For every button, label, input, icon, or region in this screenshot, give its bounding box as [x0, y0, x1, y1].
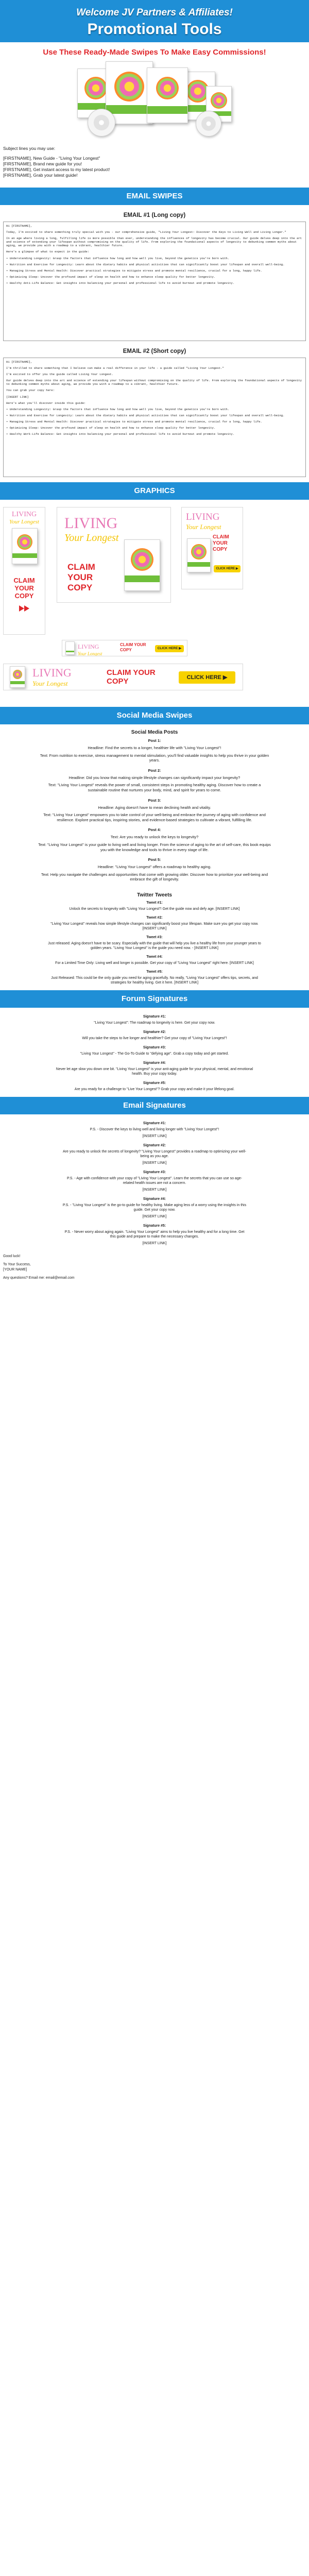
- social-post: [0, 738, 309, 763]
- signature-label: Signature #5:: [143, 1224, 166, 1228]
- banner-title-living: LIVING: [78, 643, 99, 650]
- signature-link-placeholder: [INSERT LINK]: [142, 1134, 167, 1138]
- banner-claim-text: CLAIM YOUR COPY: [213, 534, 229, 552]
- email1-textarea[interactable]: [3, 222, 306, 341]
- footer: [0, 1251, 309, 1287]
- social-post: [0, 857, 309, 882]
- arrow-right-icon: [19, 605, 24, 612]
- signature-text: P.S. - Never worry about aging again. "Living Your Longest" aims to help you live healthy and for a long time. Get this guide and prepare to make the necessary changes.: [64, 1230, 245, 1239]
- post-label: Post 2:: [148, 768, 161, 773]
- signature-label: Signature #4:: [143, 1197, 166, 1201]
- page-title: Promotional Tools: [87, 21, 222, 38]
- post-text: Text: "Living Your Longest" is your guide to living well and living longer. From the science of aging to the art of self-care, this book equips you with the knowledge and tools to thrive in every stage of life.: [38, 842, 271, 852]
- email-paragraph: Here's what you'll discover inside this guide:: [6, 401, 86, 405]
- page: [0, 0, 309, 1287]
- forum-signature: [0, 1046, 309, 1056]
- footer-sign-off: To Your Success,: [3, 1262, 31, 1266]
- social-post: [0, 798, 309, 823]
- email-paragraph: • Optimizing Sleep: Uncover the profound impact of sleep on health and how to enhance sleep quality for better longevity.: [6, 426, 216, 430]
- banner-square[interactable]: [181, 507, 243, 589]
- post-headline: Headline: Aging doesn't have to mean declining health and vitality.: [98, 805, 211, 810]
- post-label: Post 4:: [148, 827, 161, 833]
- banner-claim-text: CLAIM YOUR COPY: [13, 577, 35, 600]
- tweet-label: Tweet #4:: [146, 955, 163, 959]
- email1-heading: EMAIL #1 (Long copy): [123, 212, 186, 218]
- post-headline: Headline: Did you know that making simple lifestyle changes can significantly impact your longevity?: [68, 775, 241, 780]
- graphics-banners: [0, 500, 309, 702]
- tweet-label: Tweet #2:: [146, 916, 163, 920]
- social-post: [0, 827, 309, 852]
- email-paragraph: I'm thrilled to share something that I believe can make a real difference in your life - a guide called "Living Your Longest.": [6, 366, 224, 370]
- email-signature: [0, 1224, 309, 1246]
- section-bar-forum: Forum Signatures: [0, 990, 309, 1008]
- signature-text: P.S. - Age with confidence with your copy of "Living Your Longest". Learn the secrets that you can use so age-related health issues are not a concern.: [67, 1176, 242, 1185]
- banner-product-image: [124, 539, 160, 591]
- signature-label: Signature #5:: [143, 1081, 166, 1085]
- banner-title-living: LIVING: [11, 511, 37, 518]
- product-book: [147, 67, 188, 123]
- signature-text: "Living Your Longest": The roadmap to longevity is here. Get your copy now.: [94, 1021, 215, 1025]
- signature-text: Never let age slow you down one bit. "Living Your Longest" is your anti-aging guide for your physical, mental, and emotional health. Buy your copy today.: [56, 1067, 253, 1076]
- footer-name: [YOUR NAME]: [3, 1267, 27, 1272]
- post-text: Text: "Living Your Longest" empowers you to take control of your well-being and embrace the journey of aging with confidence and resilience. Explore practical tips, inspiring stories, and evidence-based strategies to cultivate a vibrant, fulfilling life.: [43, 812, 266, 822]
- forum-signature: [0, 1061, 309, 1076]
- footer-good-luck: Good luck!: [3, 1254, 21, 1258]
- banner-leaderboard-small[interactable]: [62, 640, 187, 656]
- tweet-text: Just Released: This could be the only guide you need for aging gracefully. No really, "Living Your Longest" offers tips, secrets, and strategies for healthy living. Get it here. [INSERT LINK]: [51, 976, 258, 985]
- signature-link-placeholder: [INSERT LINK]: [142, 1241, 167, 1245]
- post-text: Text: From nutrition to exercise, stress management to mental stimulation, you'll find valuable insights to help you thrive in your golden years.: [40, 753, 269, 763]
- section-bar-email-swipes: EMAIL SWIPES: [0, 188, 309, 205]
- tweet-text: Unlock the secrets to longevity with "Living Your Longest"! Get the guide now and defy age. [INSERT LINK]: [69, 907, 240, 911]
- forum-signature: [0, 1030, 309, 1041]
- email-paragraph: Hi [FIRSTNAME],: [6, 224, 32, 228]
- banner-product-image: [187, 538, 211, 572]
- banner-product-image: [12, 528, 38, 564]
- post-headline: Headline: "Living Your Longest" offers a roadmap to healthy aging.: [97, 865, 212, 870]
- signature-link-placeholder: [INSERT LINK]: [142, 1161, 167, 1165]
- banner-claim-text: CLAIM YOUR COPY: [107, 668, 156, 686]
- section-bar-graphics: GRAPHICS: [0, 482, 309, 500]
- social-posts-title: Social Media Posts: [131, 730, 178, 735]
- banner-rectangle-large[interactable]: [57, 507, 171, 603]
- section-bar-social: Social Media Swipes: [0, 707, 309, 724]
- welcome-heading: Welcome JV Partners & Affiliates!: [76, 7, 233, 18]
- subject-line: [FIRSTNAME], New Guide - "Living Your Longest": [3, 156, 100, 161]
- banner-title-longest: Your Longest: [186, 523, 221, 531]
- signature-label: Signature #2:: [143, 1030, 166, 1034]
- tweet-label: Tweet #3:: [146, 935, 163, 939]
- banner-title-longest: Your Longest: [9, 519, 39, 525]
- banner-title-living: LIVING: [186, 512, 220, 522]
- click-here-button[interactable]: CLICK HERE ▶: [155, 645, 184, 652]
- email-paragraph: • Managing Stress and Mental Health: Discover practical strategies to mitigate stress and promote mental resilience, crucial for a long, happy life.: [6, 268, 262, 273]
- email-paragraph: Today, I'm excited to share something truly special with you - our comprehensive guide, "Living Your Longest: Discover the Keys to Living Well and Living Longer.": [6, 230, 286, 234]
- email-paragraph: • Understanding Longevity: Grasp the factors that influence how long and how well you live, beyond the genetics you're born with.: [6, 407, 230, 411]
- email-signature: [0, 1197, 309, 1219]
- tweet: [0, 970, 309, 985]
- email-paragraph: In an age where living a long, fulfilling life is more possible than ever, understanding the influences of longevity has become crucial. Our guide delves deep into the art and science of extending your lifespan without compromising on the quality of life. From exploring the foundational aspects of longevity to debunking common myths about aging, we provide you with a roadmap to a vibrant, healthier future.: [6, 236, 302, 248]
- signature-text: P.S. - Discover the keys to living well and living longer with "Living Your Longest"!: [90, 1127, 219, 1131]
- banner-claim-text: CLAIM YOUR COPY: [67, 562, 95, 592]
- post-text: Text: "Living Your Longest" reveals the power of small, consistent steps in promoting healthy aging. Discover how to create a sustainable routine that nurtures your body, mind, and spirit for years to come.: [48, 783, 261, 792]
- email-paragraph: [INSERT LINK]: [6, 395, 29, 399]
- product-cd-right: [196, 111, 221, 137]
- tweet-label: Tweet #1:: [146, 901, 163, 905]
- email-paragraph: • Healthy Anti-Life Balance: Get insights into balancing your personal and professional life to avoid burnout and promote longevity.: [6, 281, 235, 285]
- signature-label: Signature #3:: [143, 1170, 166, 1174]
- banner-title-longest: Your Longest: [32, 680, 68, 687]
- signature-text: Will you take the steps to live longer and healthier? Get your copy of "Living Your Longest"!: [82, 1036, 227, 1040]
- signature-label: Signature #3:: [143, 1045, 166, 1049]
- signature-label: Signature #2:: [143, 1143, 166, 1147]
- tweet-text: Just released: Aging doesn't have to be scary. Especially with the guide that will help you live a healthy life from your younger years to golden years. "Living Your Longest" is the guide you need now. - [INSERT LINK]: [48, 941, 261, 950]
- banner-title-living: LIVING: [64, 515, 118, 532]
- click-here-button[interactable]: CLICK HERE ▶: [214, 565, 241, 572]
- subject-line: [FIRSTNAME], Grab your latest guide!: [3, 173, 78, 178]
- post-text: Text: Help you navigate the challenges and opportunities that come with growing older. Discover how to prioritize your well-being and embrace the gift of longevity.: [41, 872, 268, 882]
- post-label: Post 1:: [148, 738, 161, 743]
- arrow-right-icon: [24, 605, 29, 612]
- forum-signature: [0, 1015, 309, 1025]
- post-headline: Text: Are you ready to unlock the keys to longevity?: [110, 835, 199, 840]
- subheadline: Use These Ready-Made Swipes To Make Easy Commissions!: [43, 48, 266, 57]
- email-signature: [0, 1144, 309, 1165]
- banner-claim-text: CLAIM YOUR COPY: [120, 642, 146, 652]
- email-paragraph: You can grab your copy here:: [6, 388, 55, 393]
- email-signature: [0, 1122, 309, 1139]
- product-mockup-image: [0, 61, 309, 139]
- email2-textarea[interactable]: [3, 358, 306, 477]
- click-here-button[interactable]: CLICK HERE ▶: [179, 671, 235, 684]
- signature-label: Signature #4:: [143, 1061, 166, 1065]
- banner-title-living: LIVING: [32, 666, 72, 679]
- email-paragraph: Our guide delves deep into the art and science of extending your lifespan without compromising on the quality of life. From exploring the foundational aspects of longevity to debunking common myths about aging, we provide you with a roadmap to a vibrant, healthier future.: [6, 379, 302, 386]
- signature-text: P.S. - "Living Your Longest" is the go-to guide for healthy living. Make aging less of a worry using the insights in this guide. Get your copy now.: [62, 1203, 247, 1212]
- email-paragraph: • Managing Stress and Mental Health: Discover practical strategies to mitigate stress and promote mental resilience, crucial for a long, happy life.: [6, 419, 262, 423]
- email-paragraph: • Optimizing Sleep: Uncover the profound impact of sleep on health and how to enhance sleep quality for better longevity.: [6, 275, 216, 279]
- signature-text: "Living Your Longest" - The Go-To Guide to "defying age". Grab a copy today and get started.: [80, 1052, 229, 1056]
- email-paragraph: • Understanding Longevity: Grasp the factors that influence how long and how well you live, beyond the genetics you're born with.: [6, 256, 230, 260]
- tweet-text: "Living Your Longest" reveals how simple lifestyle changes can significantly boost your lifespan. Make sure you get your copy now. [INSERT LINK]: [50, 922, 259, 930]
- signature-link-placeholder: [INSERT LINK]: [142, 1188, 167, 1192]
- email-paragraph: I'm excited to offer you the guide called Living Your Longest.: [6, 372, 114, 377]
- footer-contact-email[interactable]: Any questions? Email me: email@email.com: [3, 1276, 75, 1280]
- banner-product-image: [10, 666, 25, 688]
- signature-label: Signature #1:: [143, 1121, 166, 1125]
- post-label: Post 5:: [148, 857, 161, 862]
- product-cd-left: [88, 109, 115, 137]
- email-paragraph: • Nutrition and Exercise for Longevity: Learn about the dietary habits and physical activities that can significantly boost your lifespan and overall well-being.: [6, 413, 285, 417]
- email-signature: [0, 1171, 309, 1192]
- tweet: [0, 955, 309, 965]
- post-headline: Headline: Find the secrets to a longer, healthier life with "Living Your Longest"!: [88, 745, 221, 750]
- email-paragraph: Hi [FIRSTNAME],: [6, 360, 32, 364]
- subject-lines-label: Subject lines you may use:: [3, 146, 56, 151]
- social-post: [0, 768, 309, 793]
- signature-link-placeholder: [INSERT LINK]: [142, 1214, 167, 1218]
- email-paragraph: • Healthy Work-Life Balance: Get insights into balancing your personal and professional life to avoid burnout and promote longevity.: [6, 432, 235, 436]
- signature-text: Are you ready for a challenge to "Live Your Longest"? Grab your copy and make it your lifelong goal.: [74, 1087, 235, 1091]
- hero-banner: [0, 0, 309, 42]
- banner-product-image: [65, 641, 75, 655]
- banner-title-longest: Your Longest: [64, 532, 119, 544]
- post-label: Post 3:: [148, 798, 161, 803]
- tweet: [0, 901, 309, 911]
- twitter-title: Twitter Tweets: [137, 892, 172, 898]
- signature-text: Are you ready to unlock the secrets of longevity? "Living Your Longest" provides a roadmap to optimizing your well-being as you age.: [63, 1149, 246, 1158]
- subject-line: [FIRSTNAME], Get instant access to my latest product!: [3, 167, 110, 172]
- tweet-label: Tweet #5:: [146, 970, 163, 974]
- email-paragraph: Here's a glimpse of what to expect in the guide:: [6, 250, 90, 254]
- section-bar-email-signatures: Email Signatures: [0, 1097, 309, 1114]
- banner-leaderboard-large[interactable]: [3, 664, 243, 690]
- subject-line: [FIRSTNAME], Brand new guide for you!: [3, 161, 82, 166]
- tweet-text: For a Limited Time Only: Living well and longer is possible. Get your copy of "Living Your Longest" right here. [INSERT LINK]: [55, 961, 254, 965]
- email-paragraph: • Nutrition and Exercise for Longevity: Learn about the dietary habits and physical activities that can significantly boost your lifespan and overall well-being.: [6, 262, 285, 266]
- signature-label: Signature #1:: [143, 1014, 166, 1019]
- email2-heading: EMAIL #2 (Short copy): [123, 348, 186, 354]
- banner-title-longest: Your Longest: [78, 651, 102, 656]
- intro-subject-lines: [0, 139, 309, 182]
- forum-signature: [0, 1081, 309, 1092]
- tweet: [0, 916, 309, 931]
- tweet: [0, 936, 309, 951]
- banner-skyscraper[interactable]: [3, 507, 45, 635]
